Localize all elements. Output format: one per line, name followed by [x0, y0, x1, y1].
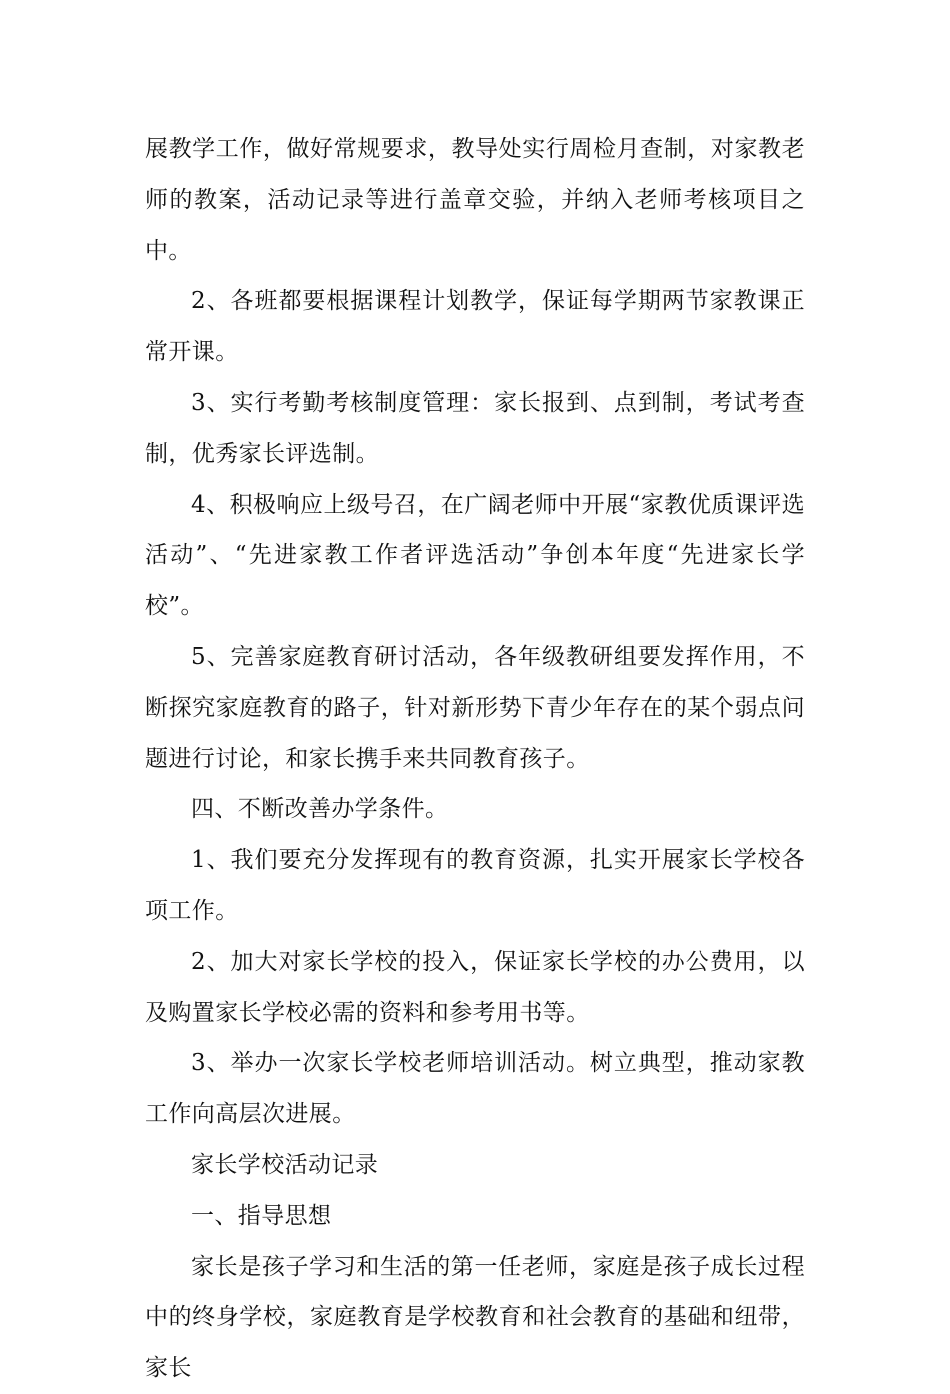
paragraph-item-4: 4、积极响应上级号召，在广阔老师中开展“家教优质课评选活动”、“先进家教工作者评选活动”争创本年度“先进家长学校”。 — [145, 491, 805, 620]
paragraph-item-5: 5、完善家庭教育研讨活动，各年级教研组要发挥作用，不断探究家庭教育的路子，针对新形势下青少年存在的某个弱点问题进行讨论，和家长携手来共同教育孩子。 — [145, 643, 805, 772]
paragraph-item-2: 2、各班都要根据课程计划教学，保证每学期两节家教课正常开课。 — [145, 288, 805, 366]
paragraph-item-2b: 2、加大对家长学校的投入，保证家长学校的办公费用，以及购置家长学校必需的资料和参考用书等。 — [145, 948, 805, 1026]
paragraph-guiding-idea: 家长是孩子学习和生活的第一任老师，家庭是孩子成长过程中的终身学校，家庭教育是学校教育和社会教育的基础和纽带，家长 — [145, 1253, 805, 1382]
document-subtitle: 家长学校活动记录 — [191, 1151, 379, 1178]
section-heading-1: 一、指导思想 — [191, 1202, 332, 1229]
section-heading-4: 四、不断改善办学条件。 — [191, 796, 449, 823]
paragraph-continuation: 展教学工作，做好常规要求，教导处实行周检月查制，对家教老师的教案，活动记录等进行盖章交验，并纳入老师考核项目之中。 — [145, 136, 805, 264]
document-body — [145, 124, 805, 1394]
paragraph-item-3: 3、实行考勤考核制度管理：家长报到、点到制，考试考查制，优秀家长评选制。 — [145, 389, 805, 467]
paragraph-item-1b: 1、我们要充分发挥现有的教育资源，扎实开展家长学校各项工作。 — [145, 847, 805, 924]
paragraph-item-3b: 3、举办一次家长学校老师培训活动。树立典型，推动家教工作向高层次进展。 — [145, 1050, 805, 1128]
